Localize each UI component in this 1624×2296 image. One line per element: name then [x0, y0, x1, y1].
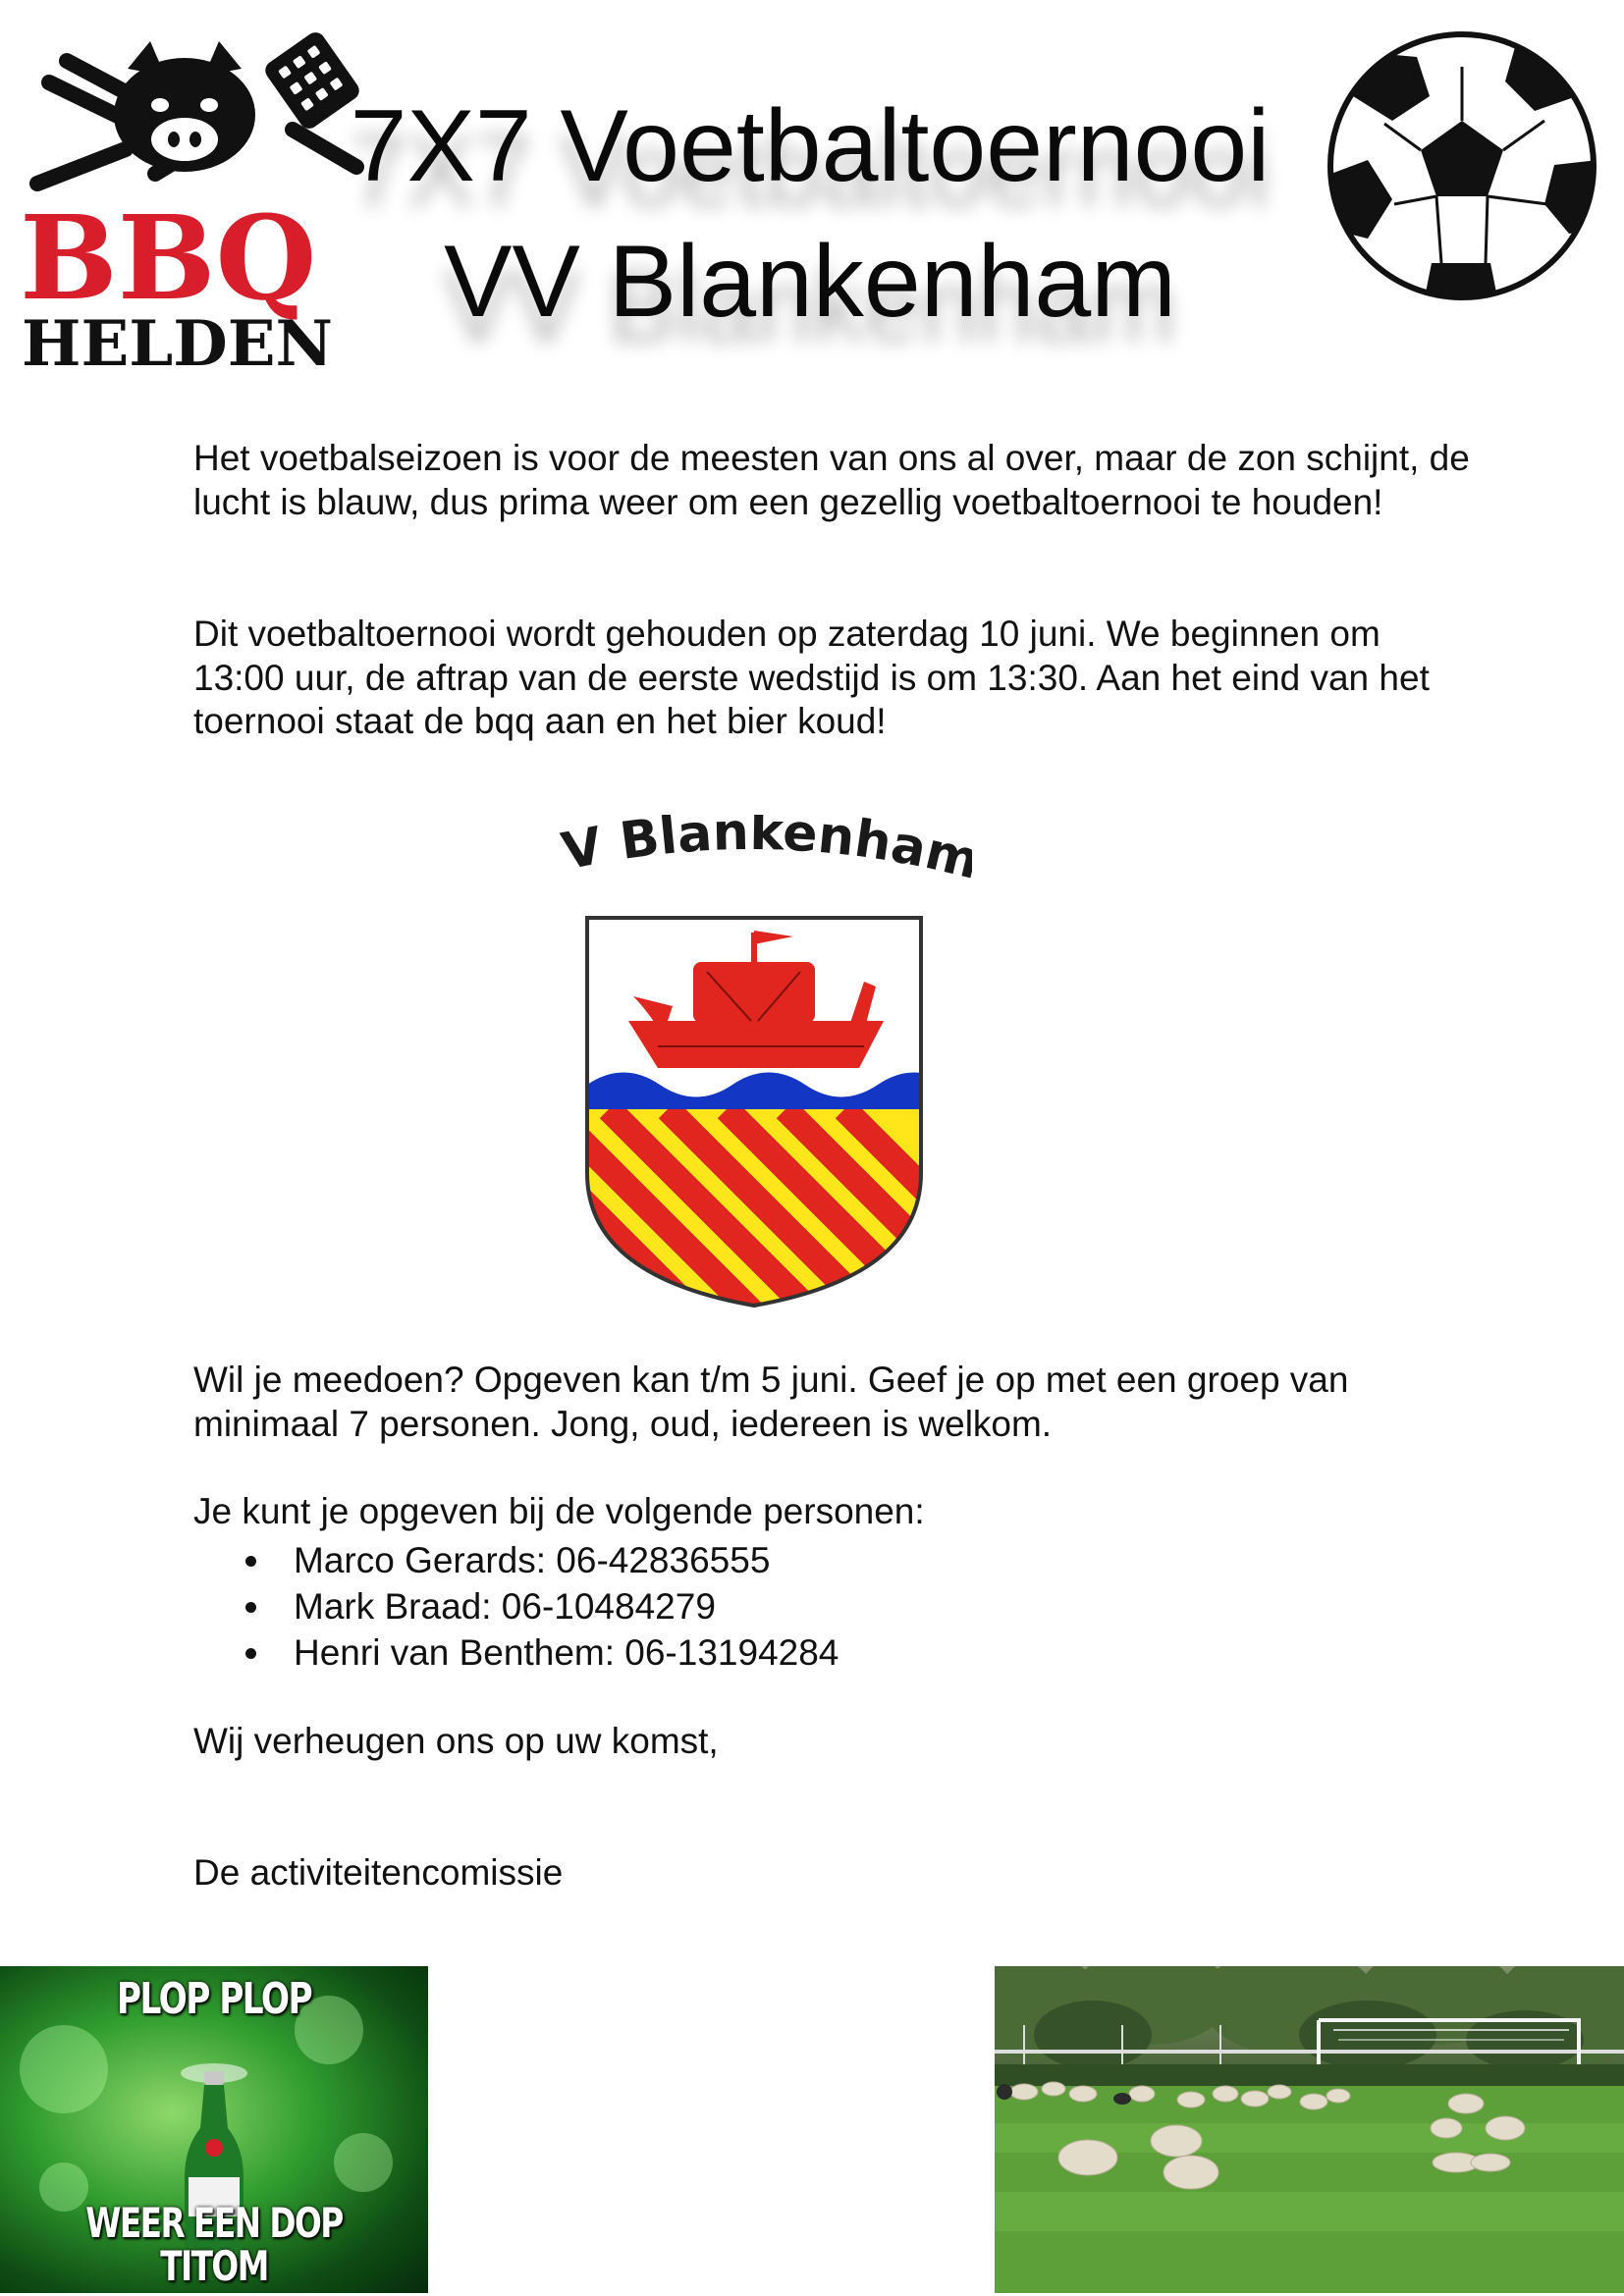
- page-title: [324, 69, 1296, 353]
- contact-item: Henri van Benthem: 06-13194284: [193, 1629, 839, 1676]
- title-line-1: 7X7 Voetbaltoernooi: [350, 89, 1271, 203]
- beer-meme-image: [0, 1966, 428, 2293]
- contact-list: [193, 1537, 839, 1676]
- contact-item: Mark Braad: 06-10484279: [193, 1583, 839, 1629]
- closing-line: Wij verheugen ons op uw komst,: [193, 1721, 719, 1761]
- ship-coat-of-arms-icon: [530, 918, 972, 1315]
- title-line-2: VV Blankenham: [444, 225, 1176, 339]
- signup-paragraph: Wil je meedoen? Opgeven kan t/m 5 juni. Geef je op met een groep van minimaal 7 personen. Jong, oud, iedereen is welkom.: [193, 1360, 1349, 1444]
- ad-bottom-text: [47, 2199, 381, 2290]
- ad-bottom-line-1: WEER EEN DOP: [85, 2199, 343, 2247]
- details-paragraph: Dit voetbaltoernooi wordt gehouden op zaterdag 10 juni. We beginnen om 13:00 uur, de aftrap van de eerste wedstijd is om 13:30. Aan het eind van het toernooi staat de bqq aan en het bier koud!: [193, 614, 1430, 741]
- ad-bottom-line-2: TITOM: [160, 2242, 268, 2290]
- soccer-ball-icon: [1324, 27, 1600, 304]
- logo-word-helden: HELDEN: [22, 307, 334, 375]
- bbq-helden-logo: [18, 22, 371, 375]
- signature: De activiteitencomissie: [193, 1852, 564, 1893]
- intro-paragraph: Het voetbalseizoen is voor de meesten van ons al over, maar de zon schijnt, de lucht is blauw, dus prima weer om een gezellig voetbaltoernooi te houden!: [193, 438, 1470, 522]
- ad-top-text: PLOP PLOP: [116, 1974, 312, 2024]
- crest-label: V Blankenha: [557, 815, 932, 882]
- logo-word-bbq: BBQ: [20, 189, 317, 326]
- contact-item: Marco Gerards: 06-42836555: [193, 1537, 839, 1583]
- club-crest: [530, 815, 972, 1325]
- contacts-intro: Je kunt je opgeven bij de volgende personen:: [193, 1491, 925, 1531]
- sheep-on-football-field-photo: [995, 1966, 1624, 2293]
- pig-with-crossed-bbq-tools-icon: [18, 22, 371, 375]
